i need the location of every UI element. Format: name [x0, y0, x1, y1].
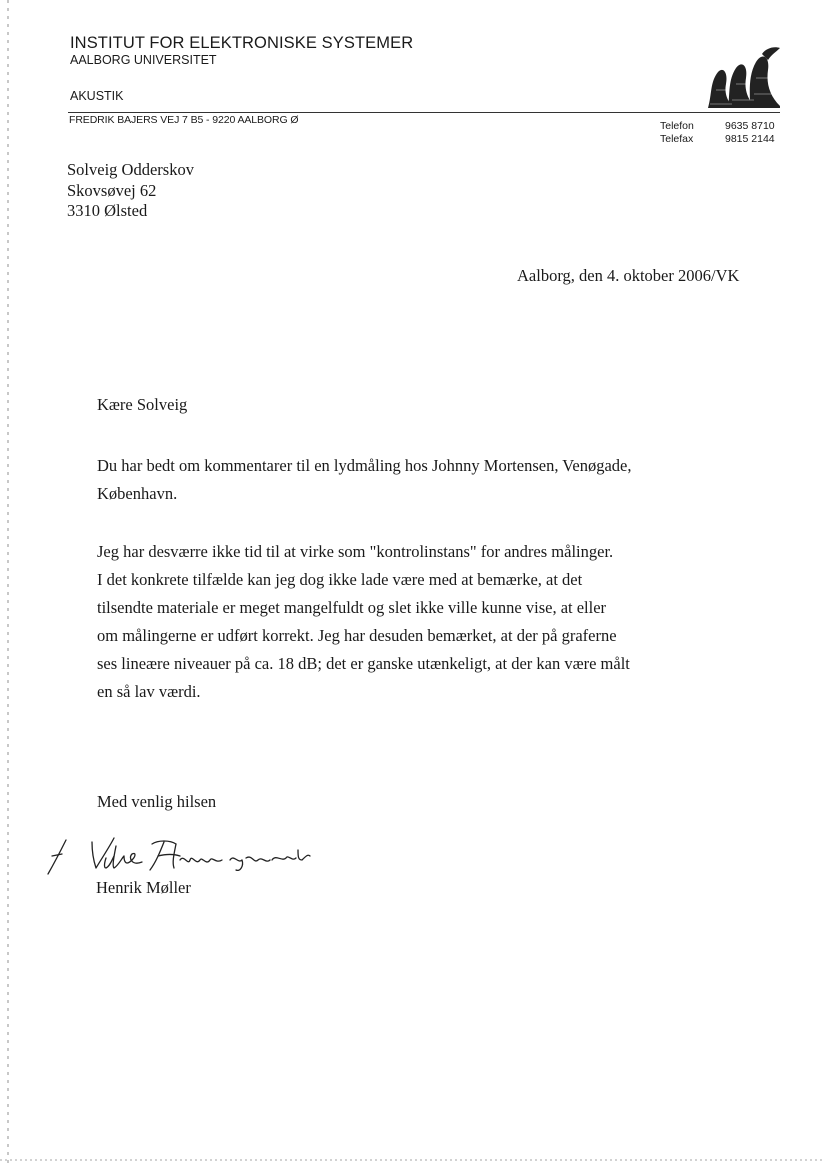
letterhead-divider [68, 112, 780, 113]
paragraph-line: Jeg har desværre ikke tid til at virke som "kontrolinstans" for andres målinger. [97, 542, 614, 561]
contact-values [725, 120, 775, 146]
recipient-street: Skovsøvej 62 [67, 180, 157, 200]
paragraph-line: København. [97, 484, 178, 503]
recipient-city: 3310 Ølsted [67, 201, 148, 220]
salutation: Kære Solveig [97, 395, 188, 414]
contact-labels [660, 120, 694, 146]
phone-number: 9635 8710 [725, 120, 775, 132]
signer-name: Henrik Møller [96, 878, 191, 897]
paragraph-line: ses lineære niveauer på ca. 18 dB; det er ganske utænkeligt, at der kan være målt [97, 654, 630, 673]
recipient-address [67, 160, 194, 222]
paragraph-line: I det konkrete tilfælde kan jeg dog ikke lade være med at bemærke, at det [97, 570, 583, 589]
fax-number: 9815 2144 [725, 133, 775, 145]
handwritten-signature [40, 832, 320, 878]
paragraph-1 [97, 452, 777, 508]
paragraph-line: tilsendte materiale er meget mangelfuldt og slet ikke ville kunne vise, at eller [97, 598, 607, 617]
institute-name: INSTITUT FOR ELEKTRONISKE SYSTEMER [70, 34, 414, 52]
university-wave-logo-icon [704, 44, 784, 110]
institute-address: FREDRIK BAJERS VEJ 7 B5 - 9220 AALBORG Ø [69, 114, 299, 126]
paragraph-line: en så lav værdi. [97, 682, 201, 701]
date-line: Aalborg, den 4. oktober 2006/VK [517, 266, 740, 285]
department-name: AKUSTIK [70, 89, 124, 103]
recipient-name: Solveig Odderskov [67, 160, 194, 179]
paragraph-2 [97, 538, 777, 706]
university-name: AALBORG UNIVERSITET [70, 53, 217, 67]
fax-label: Telefax [660, 133, 694, 145]
phone-label: Telefon [660, 120, 694, 132]
paragraph-line: Du har bedt om kommentarer til en lydmåling hos Johnny Mortensen, Venøgade, [97, 456, 632, 475]
paragraph-line: om målingerne er udført korrekt. Jeg har desuden bemærket, at der på graferne [97, 626, 617, 645]
closing: Med venlig hilsen [97, 792, 217, 811]
